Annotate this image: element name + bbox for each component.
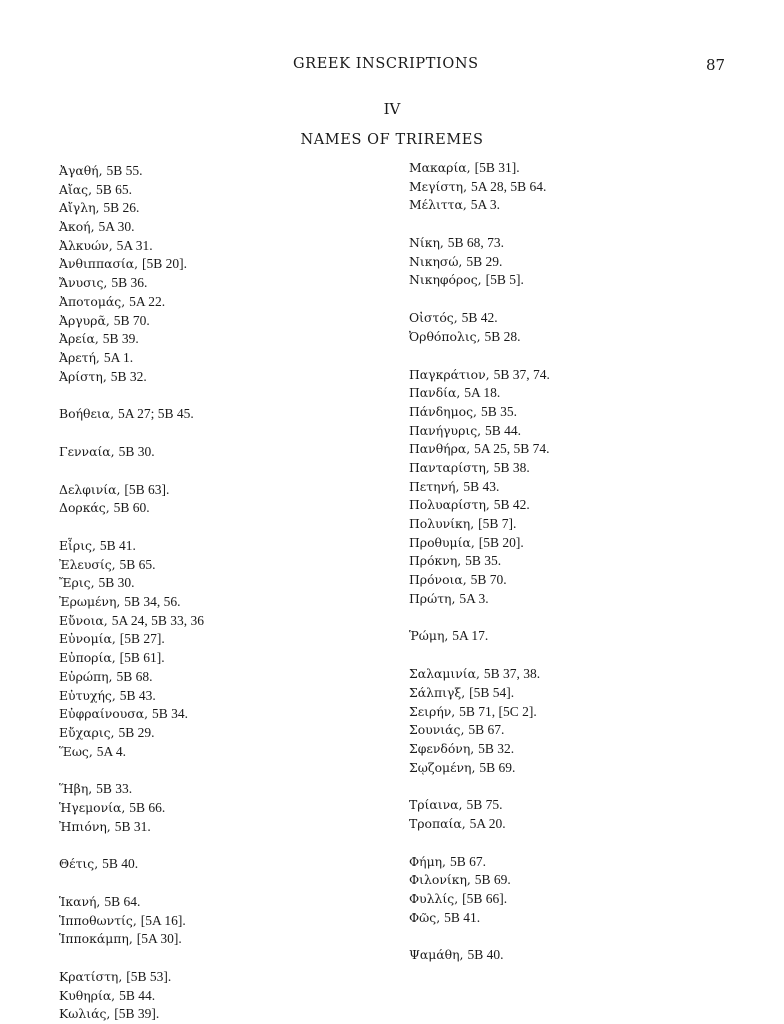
inscription-references: 5A 1.	[103, 349, 134, 365]
trireme-entry	[59, 237, 419, 256]
trireme-name: Νικηφόρος,	[409, 272, 482, 288]
trireme-entry	[409, 515, 769, 534]
inscription-references: [5B 5].	[485, 272, 524, 288]
inscription-references: [5B 61].	[119, 650, 165, 666]
trireme-name: Προθυμία,	[409, 534, 475, 550]
trireme-name: Ἥβη,	[59, 781, 93, 797]
trireme-name: Ἠπιόνη,	[59, 818, 111, 834]
inscription-references: 5B 34.	[152, 706, 189, 722]
trireme-name: Ἀκοή,	[59, 219, 95, 235]
trireme-name: Μεγίστη,	[409, 178, 468, 194]
trireme-name: Εὐπορία,	[59, 650, 116, 666]
letter-group	[409, 309, 769, 346]
trireme-entry	[59, 1005, 419, 1024]
running-title: GREEK INSCRIPTIONS	[293, 56, 479, 72]
trireme-name: Γενναία,	[59, 443, 115, 459]
trireme-entry	[409, 440, 769, 459]
letter-group	[59, 855, 419, 874]
group-spacer	[409, 834, 769, 853]
trireme-entry	[59, 443, 419, 462]
group-spacer	[409, 608, 769, 627]
trireme-entry	[59, 893, 419, 912]
trireme-name: Ἀρετή,	[59, 349, 100, 365]
inscription-references: 5B 29.	[466, 253, 503, 269]
trireme-entry	[409, 496, 769, 515]
inscription-references: 5B 55.	[106, 163, 143, 178]
trireme-name: Κωλιάς,	[59, 1006, 111, 1022]
group-spacer	[409, 777, 769, 796]
trireme-entry	[409, 740, 769, 759]
inscription-references: 5B 37, 38.	[483, 666, 541, 682]
trireme-name: Πανθήρα,	[409, 441, 471, 457]
trireme-entry	[409, 534, 769, 553]
inscription-references: 5B 67.	[468, 722, 505, 738]
trireme-name: Ψαμάθη,	[409, 947, 464, 963]
trireme-entry	[59, 612, 419, 631]
trireme-entry	[409, 234, 769, 253]
trireme-entry	[59, 181, 419, 200]
inscription-references: 5B 31.	[114, 818, 151, 834]
inscription-references: 5B 60.	[113, 500, 150, 516]
trireme-entry	[59, 968, 419, 987]
inscription-references: 5A 3.	[470, 197, 501, 213]
trireme-entry	[409, 384, 769, 403]
inscription-references: [5A 30].	[136, 931, 182, 947]
inscription-references: 5A 24, 5B 33, 36	[111, 612, 204, 628]
letter-group	[59, 443, 419, 462]
inscription-references: 5B 36.	[111, 275, 148, 291]
inscription-references: 5B 42.	[493, 497, 530, 513]
inscription-references: 5A 3.	[459, 590, 489, 606]
trireme-name: Ἀνθιππασία,	[59, 256, 139, 272]
inscription-references: 5B 32.	[110, 368, 147, 384]
inscription-references: [5B 31].	[474, 160, 520, 175]
trireme-entry	[409, 403, 769, 422]
trireme-name: Σάλπιγξ,	[409, 684, 466, 700]
trireme-name: Μακαρία,	[409, 160, 471, 175]
letter-group	[409, 159, 769, 215]
trireme-entry	[409, 253, 769, 272]
trireme-entry	[59, 481, 419, 500]
trireme-entry	[409, 459, 769, 478]
trireme-name: Δελφινία,	[59, 481, 121, 497]
inscription-references: 5B 75.	[466, 797, 503, 813]
trireme-entry	[409, 178, 769, 197]
trireme-entry	[409, 571, 769, 590]
trireme-entry	[59, 987, 419, 1006]
trireme-name: Ἱπποθωντίς,	[59, 912, 137, 928]
trireme-entry	[409, 271, 769, 290]
trireme-entry	[59, 855, 419, 874]
trireme-entry	[59, 687, 419, 706]
letter-group	[59, 780, 419, 836]
inscription-references: 5B 29.	[118, 724, 155, 740]
trireme-entry	[409, 552, 769, 571]
trireme-name: Σουνιάς,	[409, 722, 465, 738]
group-spacer	[409, 646, 769, 665]
trireme-name: Φῶς,	[409, 909, 441, 925]
letter-group	[59, 893, 419, 949]
inscription-references: 5B 30.	[118, 443, 155, 459]
inscription-references: 5A 20.	[469, 815, 506, 831]
trireme-name: Ἱπποκάμπη,	[59, 931, 133, 947]
trireme-name: Αἴγλη,	[59, 200, 100, 216]
trireme-name: Ἄνυσις,	[59, 275, 108, 291]
trireme-name: Πανήγυρις,	[409, 422, 482, 438]
inscription-references: [5B 54].	[469, 684, 515, 700]
group-spacer	[59, 949, 419, 968]
trireme-name: Ἀρεία,	[59, 331, 99, 347]
inscription-references: 5B 69.	[474, 872, 511, 888]
trireme-entry	[59, 162, 419, 181]
page-number: 87	[706, 56, 726, 74]
trireme-name: Ἡγεμονία,	[59, 799, 126, 815]
trireme-entry	[409, 815, 769, 834]
trireme-name: Ἕως,	[59, 743, 93, 759]
trireme-entry	[409, 665, 769, 684]
trireme-name: Θέτις,	[59, 856, 99, 872]
inscription-references: 5B 33.	[96, 781, 133, 797]
trireme-entry	[409, 309, 769, 328]
inscription-references: 5B 40.	[102, 856, 139, 872]
trireme-entry	[409, 853, 769, 872]
trireme-name: Μέλιττα,	[409, 197, 467, 213]
trireme-entry	[409, 909, 769, 928]
trireme-entry	[59, 743, 419, 762]
trireme-name: Κρατίστη,	[59, 969, 123, 985]
trireme-entry	[59, 930, 419, 949]
trireme-entry	[409, 159, 769, 178]
inscription-references: [5B 27].	[119, 631, 165, 647]
trireme-name: Σειρήν,	[409, 703, 456, 719]
trireme-entry	[409, 422, 769, 441]
trireme-name: Τρίαινα,	[409, 797, 463, 813]
inscription-references: [5B 63].	[124, 481, 170, 497]
letter-group	[409, 853, 769, 928]
inscription-references: [5B 20].	[142, 256, 188, 272]
trireme-name: Ὀρθόπολις,	[409, 328, 481, 344]
inscription-references: 5B 30.	[98, 575, 135, 591]
trireme-name: Ἐρωμένη,	[59, 594, 121, 610]
trireme-entry	[59, 593, 419, 612]
inscription-references: 5B 39.	[102, 331, 139, 347]
trireme-entry	[59, 274, 419, 293]
section-number: IV	[383, 100, 401, 118]
trireme-entry	[59, 537, 419, 556]
trireme-entry	[59, 255, 419, 274]
inscription-references: 5B 65.	[119, 556, 156, 572]
group-spacer	[59, 518, 419, 537]
inscription-references: 5B 26.	[103, 200, 140, 216]
inscription-references: 5B 35.	[465, 553, 502, 569]
inscription-references: 5A 27; 5B 45.	[118, 406, 194, 422]
trireme-name: Αἴας,	[59, 181, 93, 197]
inscription-references: 5B 70.	[470, 572, 507, 588]
trireme-name: Κυθηρία,	[59, 987, 116, 1003]
trireme-entry	[409, 366, 769, 385]
trireme-name: Εὐρώπη,	[59, 668, 113, 684]
inscription-references: [5A 16].	[140, 912, 186, 928]
trireme-entry	[59, 912, 419, 931]
trireme-entry	[409, 946, 769, 965]
trireme-entry	[59, 199, 419, 218]
group-spacer	[409, 927, 769, 946]
inscription-references: [5B 53].	[126, 969, 172, 985]
inscription-references: 5B 35.	[480, 403, 517, 419]
trireme-name: Ἀγαθή,	[59, 163, 103, 178]
letter-group	[59, 405, 419, 424]
inscription-references: 5B 66.	[129, 799, 166, 815]
inscription-references: 5B 41.	[99, 538, 136, 553]
letter-group	[409, 665, 769, 777]
letter-group	[409, 366, 769, 609]
trireme-entry	[409, 590, 769, 609]
trireme-entry	[59, 574, 419, 593]
trireme-name: Νικησώ,	[409, 253, 463, 269]
inscription-references: 5A 17.	[452, 628, 489, 644]
inscription-references: 5B 43.	[463, 478, 500, 494]
inscription-references: 5A 25, 5B 74.	[474, 441, 550, 457]
inscription-references: 5B 42.	[461, 310, 498, 326]
inscription-references: 5B 41.	[444, 909, 481, 925]
inscription-references: 5A 30.	[98, 219, 135, 235]
trireme-name: Φυλλίς,	[409, 891, 459, 906]
trireme-entry	[59, 556, 419, 575]
trireme-entry	[59, 668, 419, 687]
trireme-entry	[59, 630, 419, 649]
trireme-name: Φήμη,	[409, 853, 446, 869]
trireme-name: Ἀποτομάς,	[59, 293, 126, 309]
trireme-name: Νίκη,	[409, 235, 444, 251]
trireme-name: Πρόκνη,	[409, 553, 462, 569]
group-spacer	[59, 874, 419, 893]
trireme-name: Πανδία,	[409, 385, 461, 401]
inscription-references: 5B 65.	[96, 181, 133, 197]
trireme-entry	[59, 349, 419, 368]
trireme-name: Σῳζομένη,	[409, 759, 476, 775]
trireme-entry	[59, 724, 419, 743]
trireme-entry	[59, 405, 419, 424]
trireme-name: Ἱκανή,	[59, 894, 101, 909]
inscription-references: 5B 68.	[116, 668, 153, 684]
trireme-name: Τροπαία,	[409, 815, 466, 831]
page-header	[0, 56, 784, 76]
letter-group	[59, 481, 419, 518]
inscription-references: 5B 28.	[484, 328, 521, 344]
trireme-name: Ῥώμη,	[409, 628, 449, 644]
trireme-entry	[59, 330, 419, 349]
group-spacer	[59, 386, 419, 405]
trireme-name: Εἶρις,	[59, 538, 96, 553]
trireme-name: Ἀλκυών,	[59, 237, 113, 253]
trireme-name: Πετηνή,	[409, 478, 460, 494]
inscription-references: 5B 34, 56.	[124, 594, 181, 610]
inscription-references: 5B 64.	[104, 894, 141, 909]
trireme-name: Βοήθεια,	[59, 406, 115, 422]
left-column	[59, 162, 419, 1024]
trireme-name: Εὔχαρις,	[59, 724, 115, 740]
trireme-name: Ἐλευσίς,	[59, 556, 116, 572]
trireme-entry	[59, 799, 419, 818]
trireme-name: Πανταρίστη,	[409, 459, 490, 475]
letter-group	[409, 796, 769, 833]
group-spacer	[59, 424, 419, 443]
group-spacer	[409, 290, 769, 309]
inscription-references: 5A 4.	[96, 743, 127, 759]
trireme-name: Δορκάς,	[59, 500, 110, 516]
trireme-name: Πολυαρίστη,	[409, 497, 490, 513]
trireme-entry	[409, 796, 769, 815]
trireme-name: Σφενδόνη,	[409, 740, 475, 756]
letter-group	[409, 627, 769, 646]
trireme-entry	[409, 328, 769, 347]
inscription-references: 5B 40.	[467, 947, 504, 963]
trireme-entry	[59, 218, 419, 237]
trireme-name: Πρόνοια,	[409, 572, 467, 588]
inscription-references: 5A 22.	[129, 293, 166, 309]
right-column	[409, 159, 769, 965]
trireme-entry	[409, 759, 769, 778]
inscription-references: 5B 37, 74.	[493, 366, 550, 382]
inscription-references: 5B 70.	[113, 312, 150, 328]
trireme-entry	[409, 890, 769, 909]
inscription-references: 5B 67.	[449, 853, 486, 869]
trireme-entry	[59, 818, 419, 837]
inscription-references: 5B 38.	[493, 459, 530, 475]
group-spacer	[59, 761, 419, 780]
trireme-entry	[409, 196, 769, 215]
trireme-name: Σαλαμινία,	[409, 666, 480, 682]
trireme-name: Οἰστός,	[409, 310, 458, 326]
trireme-entry	[59, 649, 419, 668]
trireme-entry	[409, 684, 769, 703]
trireme-name: Ἀργυρᾶ,	[59, 312, 110, 328]
trireme-entry	[59, 368, 419, 387]
trireme-entry	[59, 499, 419, 518]
inscription-references: 5B 68, 73.	[447, 235, 505, 251]
group-spacer	[59, 462, 419, 481]
trireme-entry	[59, 705, 419, 724]
trireme-entry	[59, 312, 419, 331]
trireme-entry	[409, 721, 769, 740]
inscription-references: 5A 18.	[464, 385, 501, 401]
letter-group	[59, 537, 419, 761]
trireme-name: Εὐφραίνουσα,	[59, 706, 149, 722]
inscription-references: 5B 71, [5C 2].	[459, 703, 537, 719]
inscription-references: 5B 44.	[485, 422, 522, 438]
trireme-name: Ἔρις,	[59, 575, 95, 591]
trireme-name: Εὐνομία,	[59, 631, 116, 647]
inscription-references: 5A 28, 5B 64.	[471, 178, 547, 194]
group-spacer	[409, 215, 769, 234]
trireme-name: Εὔνοια,	[59, 612, 108, 628]
trireme-name: Φιλονίκη,	[409, 872, 471, 888]
trireme-entry	[409, 627, 769, 646]
trireme-name: Πάνδημος,	[409, 403, 477, 419]
trireme-name: Εὐτυχής,	[59, 687, 116, 703]
inscription-references: [5B 20].	[478, 534, 524, 550]
letter-group	[409, 946, 769, 965]
inscription-references: 5A 31.	[116, 237, 153, 253]
group-spacer	[409, 347, 769, 366]
inscription-references: 5B 44.	[119, 987, 156, 1003]
trireme-entry	[409, 703, 769, 722]
inscription-references: 5B 69.	[479, 759, 516, 775]
trireme-entry	[59, 780, 419, 799]
inscription-references: [5B 66].	[462, 891, 508, 906]
trireme-entry	[409, 478, 769, 497]
letter-group	[59, 968, 419, 1024]
inscription-references: [5B 39].	[114, 1006, 160, 1022]
inscription-references: 5B 43.	[119, 687, 156, 703]
trireme-entry	[409, 871, 769, 890]
trireme-name: Ἀρίστη,	[59, 368, 107, 384]
trireme-name: Πρώτη,	[409, 590, 456, 606]
letter-group	[59, 162, 419, 386]
inscription-references: 5B 32.	[478, 740, 515, 756]
inscription-references: [5B 7].	[478, 516, 517, 531]
section-title: NAMES OF TRIREMES	[300, 132, 484, 148]
trireme-entry	[59, 293, 419, 312]
letter-group	[409, 234, 769, 290]
trireme-name: Παγκράτιον,	[409, 366, 490, 382]
trireme-name: Πολυνίκη,	[409, 516, 475, 531]
group-spacer	[59, 836, 419, 855]
